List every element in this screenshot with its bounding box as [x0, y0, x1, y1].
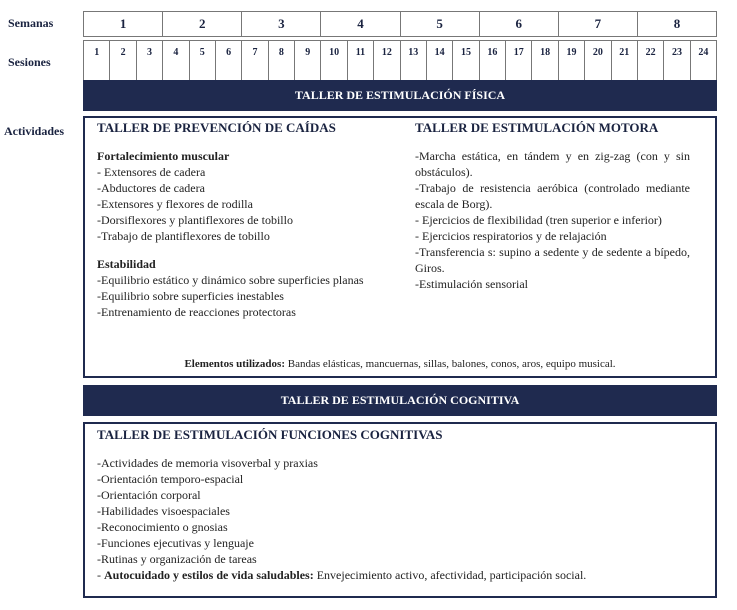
list-item: -Trabajo de resistencia aeróbica (controlado mediante escala de Borg).	[415, 181, 690, 211]
session-cell: 22	[637, 41, 663, 81]
session-cell: 17	[506, 41, 532, 81]
list-item: -Transferencia s: supino a sedente y de sedente a bípedo, Giros.	[415, 245, 690, 275]
week-cell: 6	[479, 12, 558, 37]
week-cell: 5	[400, 12, 479, 37]
list-item: - Ejercicios de flexibilidad (tren superior e inferior)	[415, 213, 662, 227]
week-cell: 4	[321, 12, 400, 37]
list-item: -Equilibrio estático y dinámico sobre superficies planas	[97, 273, 364, 287]
list-item: -Estimulación sensorial	[415, 277, 528, 291]
list-item: -Entrenamiento de reacciones protectoras	[97, 305, 296, 319]
motor-column	[415, 120, 690, 292]
list-item: - Extensores de cadera	[97, 165, 206, 179]
cognitive-workshop-box	[83, 422, 717, 598]
activities-label: Actividades	[4, 124, 64, 138]
list-item: - Ejercicios respiratorios y de relajación	[415, 229, 607, 243]
session-cell: 8	[268, 41, 294, 81]
list-item: -Reconocimiento o gnosias	[97, 520, 228, 534]
list-item: -Actividades de memoria visoverbal y praxias	[97, 456, 318, 470]
week-cell: 3	[242, 12, 321, 37]
list-item: -Funciones ejecutivas y lenguaje	[97, 536, 254, 550]
session-cell: 9	[295, 41, 321, 81]
materials-label: Elementos utilizados:	[184, 358, 285, 370]
list-item: -Rutinas y organización de tareas	[97, 552, 257, 566]
list-item: -Trabajo de plantiflexores de tobillo	[97, 229, 270, 243]
list-item: -Equilibrio sobre superficies inestables	[97, 289, 284, 303]
sessions-label: Sesiones	[8, 55, 51, 69]
weeks-label: Semanas	[8, 16, 54, 30]
session-cell: 5	[189, 41, 215, 81]
session-cell: 6	[215, 41, 241, 81]
motor-title: TALLER DE ESTIMULACIÓN MOTORA	[415, 120, 659, 135]
week-cell: 8	[637, 12, 716, 37]
session-cell: 4	[163, 41, 189, 81]
materials-text: Bandas elásticas, mancuernas, sillas, balones, conos, aros, equipo musical.	[285, 358, 616, 370]
list-item: - Autocuidado y estilos de vida saludables: Envejecimiento activo, afectividad, participación social.	[97, 568, 587, 582]
physical-workshop-box	[83, 116, 717, 378]
physical-workshop-banner: TALLER DE ESTIMULACIÓN FÍSICA	[83, 80, 717, 111]
session-cell: 20	[585, 41, 611, 81]
falls-prevention-title: TALLER DE PREVENCIÓN DE CAÍDAS	[97, 120, 336, 135]
cognitive-column	[97, 427, 697, 583]
list-item: -Orientación temporo-espacial	[97, 472, 244, 486]
list-item: -Extensores y flexores de rodilla	[97, 197, 253, 211]
cognitive-box-title: TALLER DE ESTIMULACIÓN FUNCIONES COGNITIVAS	[97, 427, 443, 442]
session-cell: 11	[347, 41, 373, 81]
session-cell: 2	[110, 41, 136, 81]
weeks-table	[83, 11, 717, 37]
group-title: Fortalecimiento muscular	[97, 149, 230, 163]
session-cell: 14	[426, 41, 452, 81]
session-cell: 19	[558, 41, 584, 81]
session-cell: 18	[532, 41, 558, 81]
week-cell: 7	[558, 12, 637, 37]
list-item: -Habilidades visoespaciales	[97, 504, 230, 518]
week-cell: 1	[84, 12, 163, 37]
materials-note	[85, 358, 715, 370]
list-item: -Abductores de cadera	[97, 181, 205, 195]
session-cell: 24	[690, 41, 716, 81]
list-item: -Marcha estática, en tándem y en zig-zag (con y sin obstáculos).	[415, 149, 690, 179]
session-cell: 12	[374, 41, 400, 81]
session-cell: 3	[136, 41, 162, 81]
session-cell: 21	[611, 41, 637, 81]
session-cell: 15	[453, 41, 479, 81]
list-item: -Orientación corporal	[97, 488, 201, 502]
session-cell: 13	[400, 41, 426, 81]
group-title: Estabilidad	[97, 257, 156, 271]
session-cell: 16	[479, 41, 505, 81]
falls-prevention-column	[97, 120, 407, 320]
session-cell: 7	[242, 41, 268, 81]
session-cell: 10	[321, 41, 347, 81]
sessions-table	[83, 40, 717, 81]
week-cell: 2	[163, 12, 242, 37]
cognitive-workshop-banner: TALLER DE ESTIMULACIÓN COGNITIVA	[83, 385, 717, 416]
list-item: -Dorsiflexores y plantiflexores de tobillo	[97, 213, 293, 227]
session-cell: 23	[664, 41, 690, 81]
session-cell: 1	[84, 41, 110, 81]
